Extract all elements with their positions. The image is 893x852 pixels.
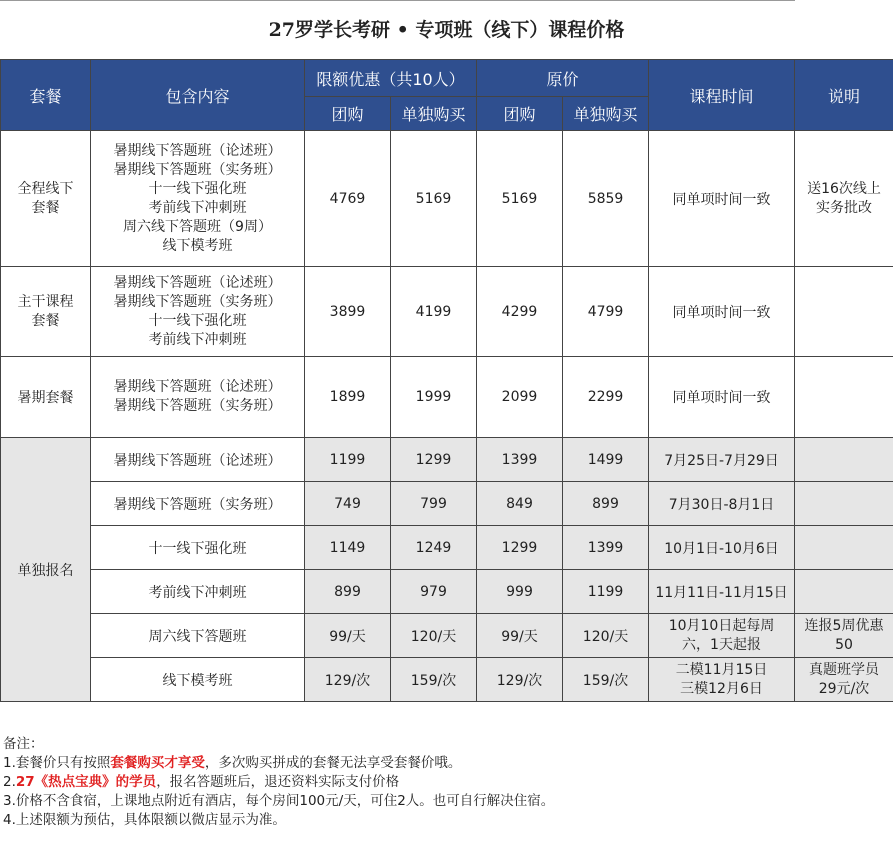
single-label: 单独报名 (1, 438, 91, 702)
time-line: 二模11月15日 (675, 661, 768, 678)
note-2-post: ，报名答题班后，退还资料实际支付价格 (156, 774, 400, 790)
time-line: 10月10日起每周 (668, 617, 775, 634)
time-line: 六，1天起报 (682, 636, 761, 653)
header-discount-single: 单独购买 (391, 97, 477, 131)
note-2-highlight: 27《热点宝典》的学员 (15, 774, 157, 790)
single-note (795, 570, 893, 614)
single-note (795, 526, 893, 570)
header-discount-group: 团购 (305, 97, 391, 131)
content-line: 十一线下强化班 (148, 180, 247, 197)
package-name (1, 131, 91, 267)
price-discount-single: 1249 (391, 526, 477, 570)
package-name-line: 套餐 (31, 312, 60, 329)
content-line: 暑期线下答题班（实务班） (113, 161, 282, 178)
price-discount-single: 799 (391, 482, 477, 526)
note-line: 29元/次 (818, 680, 870, 697)
price-original-group: 1299 (477, 526, 563, 570)
header-discount: 限额优惠（共10人） (305, 60, 477, 97)
content-line: 考前线下冲刺班 (148, 199, 247, 216)
note-line: 连报5周优惠 (804, 617, 884, 634)
single-row (1, 438, 893, 482)
price-original-group: 1399 (477, 438, 563, 482)
price-original-group: 99/天 (477, 614, 563, 658)
note-3: 3.价格不含食宿，上课地点附近有酒店，每个房间100元/天，可住2人。也可自行解决住宿。 (3, 793, 555, 809)
header-package: 套餐 (1, 60, 91, 131)
course-time (649, 658, 795, 702)
package-name (1, 267, 91, 357)
package-note (795, 267, 893, 357)
course-time: 10月1日-10月6日 (649, 526, 795, 570)
note-line: 实务批改 (816, 199, 873, 216)
note-1 (3, 754, 883, 773)
content-line: 暑期线下答题班（论述班） (113, 274, 282, 291)
price-original-single: 120/天 (563, 614, 649, 658)
price-original-single: 1399 (563, 526, 649, 570)
note-line: 50 (835, 636, 853, 653)
package-name: 暑期套餐 (1, 357, 91, 438)
price-discount-single: 5169 (391, 131, 477, 267)
single-content: 考前线下冲刺班 (91, 570, 305, 614)
content-line: 周六线下答题班（9周） (123, 218, 272, 235)
price-discount-group: 1149 (305, 526, 391, 570)
course-time: 同单项时间一致 (649, 131, 795, 267)
single-content: 暑期线下答题班（实务班） (91, 482, 305, 526)
package-note (795, 131, 893, 267)
note-line: 真题班学员 (809, 661, 880, 678)
price-original-group: 999 (477, 570, 563, 614)
note-1-post: ，多次购买拼成的套餐无法享受套餐价哦。 (204, 755, 462, 771)
single-content: 周六线下答题班 (91, 614, 305, 658)
package-row-summer (1, 357, 893, 438)
package-name-line: 套餐 (31, 199, 60, 216)
price-original-group: 4299 (477, 267, 563, 357)
single-row (1, 570, 893, 614)
price-original-single: 899 (563, 482, 649, 526)
content-line: 暑期线下答题班（实务班） (113, 293, 282, 310)
price-original-group: 849 (477, 482, 563, 526)
header-original-single: 单独购买 (563, 97, 649, 131)
package-content (91, 267, 305, 357)
header-original-group: 团购 (477, 97, 563, 131)
package-name-line: 全程线下 (17, 180, 74, 197)
price-original-single: 1199 (563, 570, 649, 614)
price-discount-group: 4769 (305, 131, 391, 267)
content-line: 考前线下冲刺班 (148, 331, 247, 348)
package-content (91, 357, 305, 438)
price-discount-group: 1199 (305, 438, 391, 482)
price-discount-single: 120/天 (391, 614, 477, 658)
content-line: 暑期线下答题班（实务班） (113, 398, 282, 414)
package-content (91, 131, 305, 267)
notes-label: 备注： (3, 736, 44, 752)
single-row (1, 658, 893, 702)
content-line: 十一线下强化班 (148, 312, 247, 329)
note-2 (3, 773, 883, 792)
single-content: 暑期线下答题班（论述班） (91, 438, 305, 482)
price-discount-single: 979 (391, 570, 477, 614)
note-4: 4.上述限额为预估，具体限额以微店显示为准。 (3, 812, 286, 828)
price-discount-single: 1999 (391, 357, 477, 438)
page-title: 27罗学长考研 • 专项班（线下）课程价格 (268, 19, 625, 41)
header-content: 包含内容 (91, 60, 305, 131)
price-discount-group: 1899 (305, 357, 391, 438)
price-original-single: 2299 (563, 357, 649, 438)
price-original-single: 4799 (563, 267, 649, 357)
price-discount-single: 4199 (391, 267, 477, 357)
price-original-group: 2099 (477, 357, 563, 438)
single-content: 线下模考班 (91, 658, 305, 702)
price-discount-group: 749 (305, 482, 391, 526)
notes-block (3, 735, 883, 830)
price-discount-group: 899 (305, 570, 391, 614)
price-original-single: 159/次 (563, 658, 649, 702)
content-line: 暑期线下答题班（论述班） (113, 379, 282, 395)
single-row (1, 482, 893, 526)
header-row-1 (1, 60, 893, 97)
price-original-single: 5859 (563, 131, 649, 267)
note-line: 送16次线上 (807, 180, 881, 197)
single-note (795, 482, 893, 526)
single-note (795, 438, 893, 482)
note-2-pre: 2. (3, 774, 16, 790)
course-time: 11月11日-11月15日 (649, 570, 795, 614)
header-original: 原价 (477, 60, 649, 97)
package-note (795, 357, 893, 438)
price-discount-group: 3899 (305, 267, 391, 357)
single-note (795, 658, 893, 702)
price-discount-single: 159/次 (391, 658, 477, 702)
time-line: 三模12月6日 (680, 680, 763, 697)
single-row (1, 614, 893, 658)
content-line: 暑期线下答题班（论述班） (113, 142, 282, 159)
single-content: 十一线下强化班 (91, 526, 305, 570)
content-line: 线下模考班 (162, 237, 233, 254)
course-time: 7月30日-8月1日 (649, 482, 795, 526)
single-note (795, 614, 893, 658)
price-table (0, 59, 893, 702)
package-name-line: 主干课程 (17, 293, 74, 310)
price-original-group: 129/次 (477, 658, 563, 702)
single-row (1, 526, 893, 570)
note-1-highlight: 套餐购买才享受 (110, 755, 205, 771)
price-discount-single: 1299 (391, 438, 477, 482)
header-note: 说明 (795, 60, 893, 131)
price-discount-group: 129/次 (305, 658, 391, 702)
package-row-full (1, 131, 893, 267)
price-discount-group: 99/天 (305, 614, 391, 658)
note-1-pre: 1.套餐价只有按照 (3, 755, 111, 771)
package-row-main (1, 267, 893, 357)
course-time: 同单项时间一致 (649, 357, 795, 438)
course-time (649, 614, 795, 658)
price-original-group: 5169 (477, 131, 563, 267)
price-original-single: 1499 (563, 438, 649, 482)
course-time: 同单项时间一致 (649, 267, 795, 357)
header-time: 课程时间 (649, 60, 795, 131)
course-time: 7月25日-7月29日 (649, 438, 795, 482)
